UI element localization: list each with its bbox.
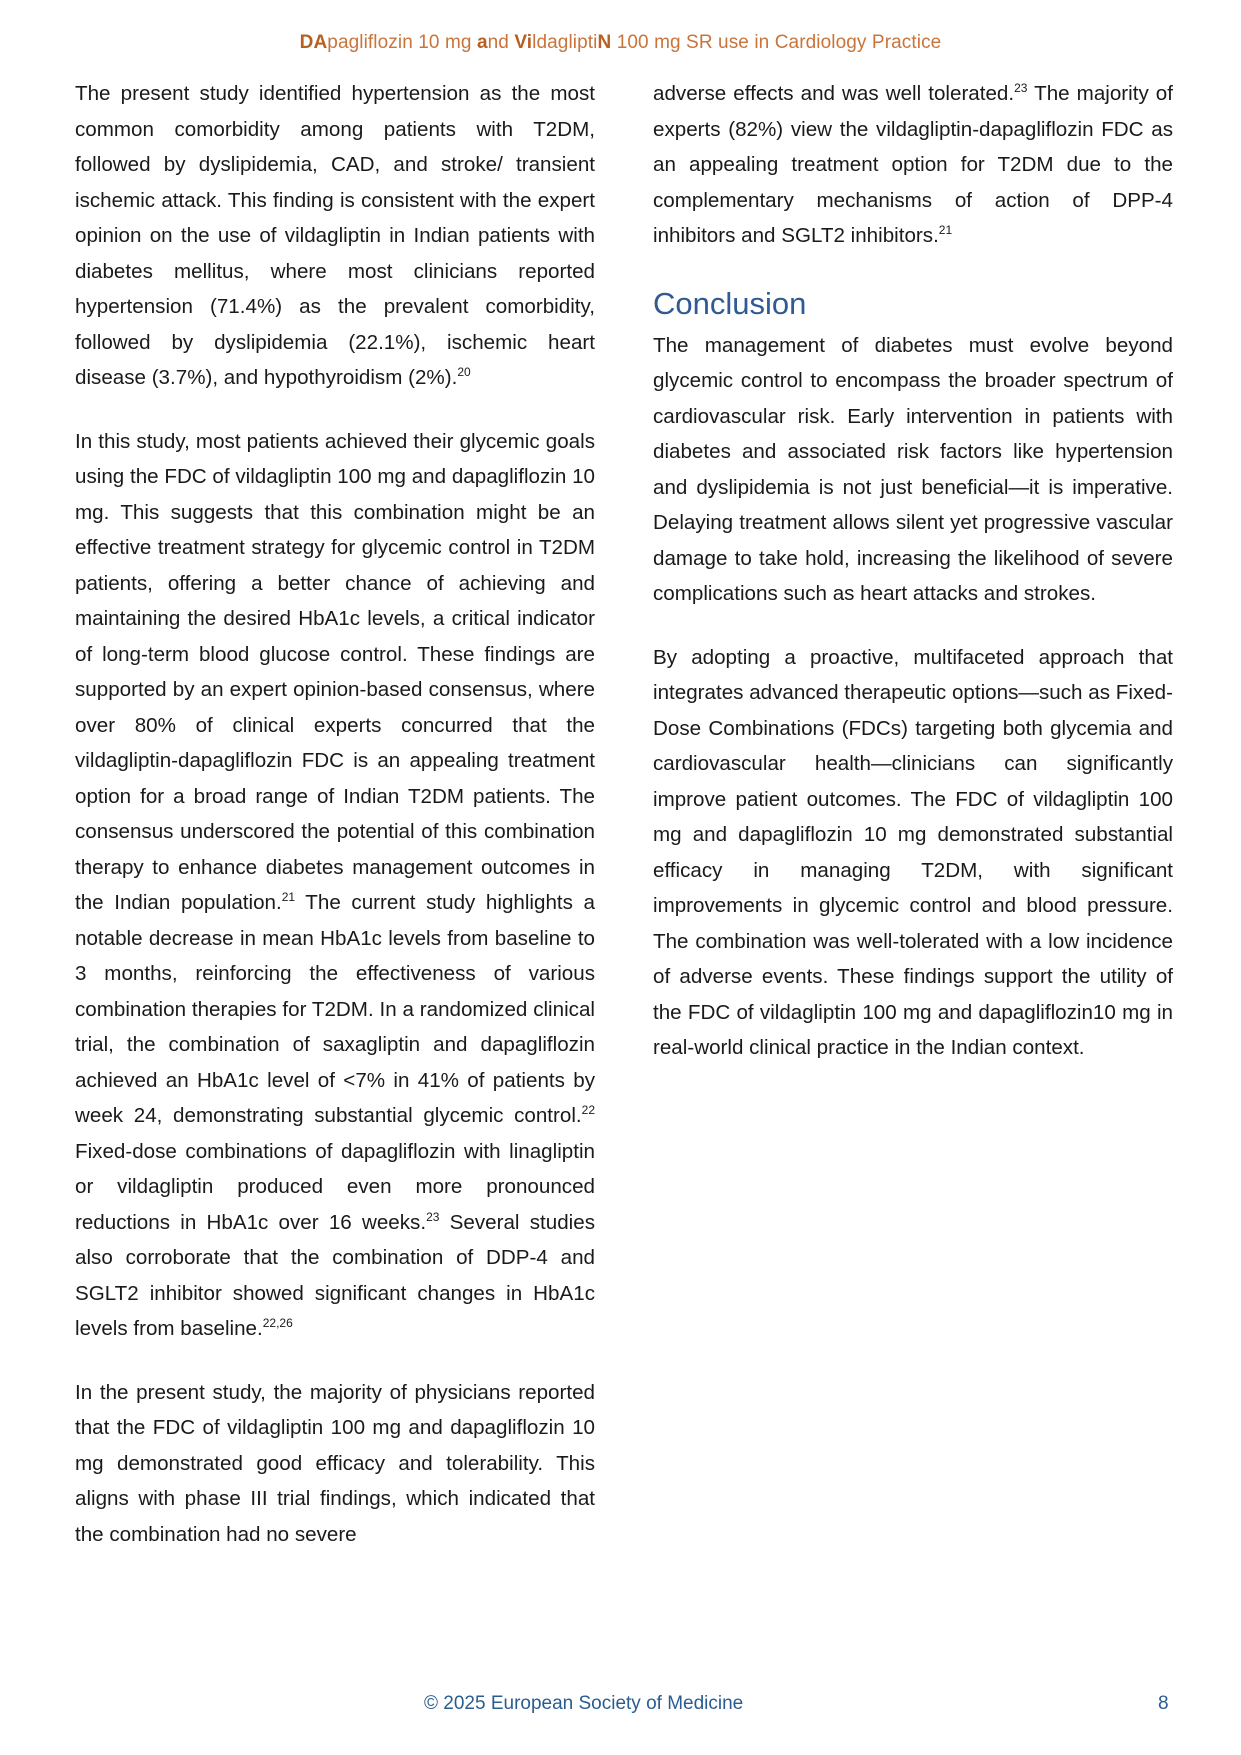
paragraph-glycemic-goals [75,424,595,1347]
paragraph-text: The present study identified hypertension as the most common comorbidity among patients with T2DM, followed by dyslipidemia, CAD, and stroke/ transient ischemic attack. This finding is consistent with the expert opinion on the use of vildagliptin in Indian patients with diabetes mellitus, where most clinicians reported hypertension (71.4%) as the prevalent comorbidity, followed by dyslipidemia (22.1%), ischemic heart disease (3.7%), and hypothyroidism (2%). [75,82,595,389]
paragraph-physicians [75,1375,595,1553]
citation-ref: 21 [938,223,953,237]
citation-ref: 23 [1014,81,1028,95]
header-acronym-n: N [597,32,612,53]
copyright-notice: © 2025 European Society of Medicine [424,1693,744,1714]
citation-ref: 20 [457,365,471,379]
paragraph-text: In this study, most patients achieved their glycemic goals using the FDC of vildagliptin 100 mg and dapagliflozin 10 mg. This suggests that this combination might be an effective treatment strategy for glycemic control in T2DM patients, offering a better chance of achieving and maintaining the desired HbA1c levels, a critical indicator of long-term blood glucose control. These findings are supported by an expert opinion-based consensus, where over 80% of clinical experts concurred that the vildagliptin-dapagliflozin FDC is an appealing treatment option for a broad range of Indian T2DM patients. The consensus underscored the potential of this combination therapy to enhance diabetes management outcomes in the Indian population. [75,429,595,914]
header-acronym-vi: Vi [514,32,533,53]
header-text: ldaglipti [532,32,598,53]
paragraph-text: In the present study, the majority of physicians reported that the FDC of vildagliptin 100 mg and dapagliflozin 10 mg demonstrated good efficacy and tolerability. This aligns with phase III trial findings, which indicated that the combination had no severe [75,1380,595,1546]
running-header [0,32,1241,54]
paragraph-text: By adopting a proactive, multifaceted approach that integrates advanced therapeutic options—such as Fixed-Dose Combinations (FDCs) targeting both glycemia and cardiovascular health—clinicians can significantly improve patient outcomes. The FDC of vildagliptin 100 mg and dapagliflozin 10 mg demonstrated substantial efficacy in managing T2DM, with significant improvements in glycemic control and blood pressure. The combination was well-tolerated with a low incidence of adverse events. These findings support the utility of the FDC of vildagliptin 100 mg and dapagliflozin10 mg in real-world clinical practice in the Indian context. [653,645,1173,1059]
citation-ref: 23 [426,1209,440,1224]
header-acronym-a: a [476,32,488,53]
citation-ref: 22 [581,1103,595,1117]
header-text: 100 mg SR use in Cardiology Practice [611,32,942,53]
paragraph-conclusion-2 [653,640,1173,1066]
paragraph-conclusion-1 [653,328,1173,612]
header-text: nd [487,32,515,53]
paragraph-continuation [653,76,1173,254]
paragraph-comorbidity [75,76,595,396]
header-acronym-da: DA [299,32,328,53]
citation-ref: 22,26 [262,1316,293,1330]
paragraph-text: The current study highlights a notable decrease in mean HbA1c levels from baseline to 3 months, reinforcing the effectiveness of various combination therapies for T2DM. In a randomized clinical trial, the combination of saxagliptin and dapagliflozin achieved an HbA1c level of <7% in 41% of patients by week 24, demonstrating substantial glycemic control. [75,891,595,1127]
section-heading-conclusion: Conclusion [653,285,807,321]
right-column [653,76,1173,1066]
paragraph-text: adverse effects and was well tolerated. [653,82,1015,105]
paragraph-text: Several studies also corroborate that the combination of DDP-4 and SGLT2 inhibitor showed significant changes in HbA1c levels from baseline. [75,1210,595,1340]
paragraph-text: The management of diabetes must evolve beyond glycemic control to encompass the broader spectrum of cardiovascular risk. Early intervention in patients with diabetes and associated risk factors like hypertension and dyslipidemia is not just beneficial—it is imperative. Delaying treatment allows silent yet progressive vascular damage to take hold, increasing the likelihood of severe complications such as heart attacks and strokes. [653,333,1173,605]
paragraph-text: Fixed-dose combinations of dapagliflozin with linagliptin or vildagliptin produced even more pronounced reductions in HbA1c over 16 weeks. [75,1139,595,1234]
citation-ref: 21 [281,890,296,904]
left-column [75,76,595,1552]
paragraph-text: The majority of experts (82%) view the vildagliptin-dapagliflozin FDC as an appealing treatment option for T2DM due to the complementary mechanisms of action of DPP-4 inhibitors and SGLT2 inhibitors. [653,82,1173,247]
page-number: 8 [1158,1693,1169,1714]
header-text: pagliflozin 10 mg [327,32,477,53]
